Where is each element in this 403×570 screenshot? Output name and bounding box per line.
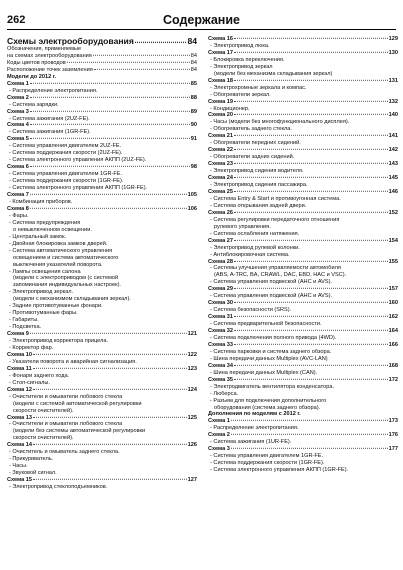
toc-entry-scheme (208, 363, 398, 370)
toc-subitem: - Противотуманные фары. (9, 310, 78, 317)
toc-entry-label: Схема 5 (7, 136, 29, 143)
dot-leader (231, 448, 388, 449)
toc-page-number: 84 (190, 59, 197, 66)
dot-leader (30, 138, 190, 139)
toc-subitem: - Стоп-сигналы. (9, 379, 50, 386)
toc-entry-label: Схема 19 (208, 98, 233, 105)
toc-subitem: - Электропривод сидения водителя. (210, 168, 304, 175)
toc-subitem: - Очистители и омыватели лобового стекла (9, 421, 123, 428)
toc-page-number: 122 (187, 351, 197, 358)
section-subheading: Дополнения по моделям с 2012 г. (208, 411, 301, 418)
toc-subitem: - Электропривод люка. (210, 42, 270, 49)
toc-subitem: - Система управления двигателем 2UZ-FE. (9, 143, 122, 150)
page-number: 262 (7, 14, 26, 26)
toc-subitem: - Система регулировки передаточного отношения (210, 216, 340, 223)
toc-entry-label: Схема 8 (7, 205, 29, 212)
page-title: Содержание (162, 13, 240, 27)
dot-leader (234, 365, 388, 366)
toc-entry-label: Схема 31 (208, 314, 233, 321)
toc-page-number: 105 (187, 192, 197, 199)
toc-page-number: 121 (187, 331, 197, 338)
dot-leader (234, 330, 388, 331)
toc-entry-label: Схема 6 (7, 164, 29, 171)
toc-entry (7, 36, 197, 46)
toc-entry-label: Схема 10 (7, 351, 32, 358)
toc-page-number: 126 (187, 442, 197, 449)
toc-entry-scheme (208, 112, 398, 119)
toc-entry-scheme (208, 50, 398, 57)
dot-leader (33, 479, 187, 480)
dot-leader (234, 344, 388, 345)
toc-entry-scheme (208, 314, 398, 321)
toc-entry-scheme (7, 442, 197, 449)
toc-subitem: - Лампы освещения салона (9, 268, 81, 275)
toc-entry (7, 67, 197, 74)
dot-leader (234, 191, 388, 192)
toc-entry-scheme (208, 161, 398, 168)
toc-entry-scheme (208, 328, 398, 335)
toc-subitem: - Электропривод рулевой колонки. (210, 244, 300, 251)
toc-entry-label: Схема 4 (7, 122, 29, 129)
toc-subitem: - Фары. (9, 212, 29, 219)
dot-leader (33, 368, 187, 369)
toc-entry-label: Схема 22 (208, 147, 233, 154)
toc-page-number: 141 (388, 133, 398, 140)
toc-subitem: - Кондиционер. (210, 105, 250, 112)
toc-page-number: 98 (190, 164, 197, 171)
toc-subitem: - Очистители и омыватели лобового стекла (9, 393, 123, 400)
toc-entry-scheme (7, 164, 197, 171)
toc-subitem-continued: (модели с механизмом складывания зеркал). (13, 296, 131, 303)
toc-subitem-continued: запоминания индивидуальных настроек). (13, 282, 121, 289)
toc-subitem: - Электропривод зеркал. (9, 289, 74, 296)
toc-column-left (7, 36, 197, 491)
toc-page-number: 142 (388, 147, 398, 154)
dot-leader (234, 212, 388, 213)
toc-entry-scheme (7, 331, 197, 338)
toc-entry-scheme (208, 259, 398, 266)
dot-leader (234, 114, 388, 115)
dot-leader (231, 420, 388, 421)
toc-page-number: 140 (388, 112, 398, 119)
toc-subitem: - Габариты. (9, 317, 39, 324)
toc-entry-scheme (208, 189, 398, 196)
toc-page-number: 84 (187, 36, 197, 46)
toc-subitem: - Система зажигания (1GR-FE). (9, 129, 91, 136)
toc-page-number: 173 (388, 418, 398, 425)
toc-page-number: 160 (388, 300, 398, 307)
toc-entry-label: Схема 27 (208, 237, 233, 244)
toc-subitem: - Обогреватели передних сидений. (210, 140, 301, 147)
toc-subitem: - Система электронного управления АКПП (1GR-FE). (210, 467, 349, 474)
toc-column-right (208, 36, 398, 474)
dot-leader (234, 379, 388, 380)
toc-subitem: - Электропривод стеклоподъемников. (9, 484, 108, 491)
toc-entry-label: Схема 16 (208, 36, 233, 42)
toc-page-number: 91 (190, 136, 197, 143)
toc-entry-scheme (208, 99, 398, 106)
dot-leader (234, 80, 388, 81)
toc-subitem: - Фонари заднего хода. (9, 372, 70, 379)
toc-page-number: 89 (190, 108, 197, 115)
dot-leader (234, 260, 388, 261)
dot-leader (234, 177, 388, 178)
toc-subitem: - Система предварительной безопасности. (210, 321, 322, 328)
toc-subitem-continued: освещением и система автоматического (13, 254, 119, 261)
toc-subitem: - Шина передачи данных Multiplex (CAN). (210, 369, 318, 376)
toc-subitem: - Люберса. (210, 390, 239, 397)
toc-page-number: 143 (388, 161, 398, 168)
toc-subitem: - Система электронного управления АКПП (1GR-FE). (9, 185, 148, 192)
toc-subitem: - Система управления двигателем 1GR-FE. (210, 453, 324, 460)
toc-subitem: - Блокировка переключения. (210, 56, 285, 63)
toc-subitem: - Электропривод зеркал (210, 63, 273, 70)
toc-entry-scheme (208, 300, 398, 307)
toc-entry-label: Схема 18 (208, 77, 233, 84)
toc-subitem: - Обогреватели задних сидений. (210, 154, 295, 161)
dot-leader (234, 239, 388, 240)
toc-entry-scheme (208, 210, 398, 217)
toc-subitem: - Системы улучшения управляемости автомобиля (210, 265, 341, 272)
toc-subitem: - Электропривод корректора прицела. (9, 338, 109, 345)
toc-subitem: - Очиститель и омыватель заднего стекла. (9, 449, 120, 456)
toc-subitem: - Звуковой сигнал. (9, 470, 57, 477)
toc-entry-scheme (208, 175, 398, 182)
toc-entry-scheme (7, 366, 197, 373)
dot-leader (33, 416, 187, 417)
toc-entry-scheme (208, 342, 398, 349)
toc-subitem-continued: рулевого управления. (214, 223, 271, 230)
toc-subitem-continued: (модели без системы автоматической регулировки (13, 428, 146, 435)
toc-subitem: - Шина передачи данных Multiplex (AVC-LAN) (210, 355, 328, 362)
toc-subitem: - Система поддержания скорости (1GR-FE). (210, 460, 325, 467)
dot-leader (30, 166, 190, 167)
toc-subitem-continued: (ABS, A-TRC, BA, CRAWL, DAC, EBD, HAC и VSC). (214, 272, 347, 279)
dot-leader (30, 333, 187, 334)
toc-entry-scheme (208, 147, 398, 154)
toc-subitem: - Система предупреждения (9, 219, 81, 226)
toc-entry-label: Схема 3 (208, 446, 230, 453)
toc-subitem: - Комбинация приборов. (9, 198, 73, 205)
dot-leader (234, 38, 388, 39)
toc-page-number: 176 (388, 432, 398, 439)
toc-subitem: - Система парковки и система заднего обзора. (210, 348, 332, 355)
toc-entry-label: Схема 9 (7, 331, 29, 338)
toc-page-number: 131 (388, 77, 398, 84)
toc-entry-scheme (208, 36, 398, 43)
toc-entry-scheme (208, 133, 398, 140)
section-subheading: Модели до 2012 г. (7, 73, 57, 80)
toc-entry-scheme (7, 206, 197, 213)
toc-page-number: 84 (190, 52, 197, 59)
toc-subitem: - Система Entry & Start и противоугонная система. (210, 195, 341, 202)
toc-subitem: - Часы (модели без многофункционального дисплея). (210, 119, 350, 126)
toc-entry-label: Схема 29 (208, 286, 233, 293)
dot-leader (234, 163, 388, 164)
toc-entry-label: Схема 1 (7, 80, 29, 87)
toc-subitem: - Двойная блокировка замков дверей. (9, 240, 108, 247)
toc-subitem: - Распределение электропитания. (210, 425, 299, 432)
toc-page-number: 90 (190, 122, 197, 129)
toc-subitem: - Система автоматического управления (9, 247, 113, 254)
toc-subitem-continued: выключения указателей поворота. (13, 261, 103, 268)
dot-leader (93, 55, 190, 56)
toc-entry-scheme (7, 477, 197, 484)
dot-leader (231, 434, 388, 435)
toc-subitem: - Корректор фар. (9, 344, 54, 351)
dot-leader (234, 288, 388, 289)
toc-subitem: - Распределение электропитания. (9, 87, 98, 94)
toc-subitem: - Подсветка. (9, 324, 42, 331)
toc-entry-label: Схема 21 (208, 133, 233, 140)
toc-text: Обозначения, применяемые (7, 46, 82, 52)
toc-entry (7, 53, 197, 60)
toc-subitem: - Система ослабления натяжения. (210, 230, 300, 237)
toc-entry (7, 60, 197, 67)
toc-subitem: - Часы. (9, 463, 28, 470)
toc-entry-scheme (208, 418, 398, 425)
toc-entry-label: Схема 35 (208, 376, 233, 383)
toc-page-number: 130 (388, 49, 398, 56)
dot-leader (33, 389, 187, 390)
toc-entry-scheme (7, 192, 197, 199)
dot-leader (33, 444, 187, 445)
toc-entry-scheme (7, 81, 197, 88)
toc-entry-label: Схемы электрооборудования (7, 36, 134, 46)
toc-subitem-continued: о невыключенном освещении. (13, 226, 92, 233)
toc-page-number: 88 (190, 94, 197, 101)
toc-entry-scheme (7, 352, 197, 359)
toc-entry-label: Схема 25 (208, 188, 233, 195)
toc-subitem: - Система электронного управления АКПП (2UZ-FE). (9, 157, 147, 164)
dot-leader (67, 62, 190, 63)
toc-page-number: 177 (388, 446, 398, 453)
toc-entry-label: Схема 12 (7, 386, 32, 393)
toc-entry-label: Схема 1 (208, 418, 230, 425)
toc-entry-scheme (7, 95, 197, 102)
toc-subitem: - Электропривод сидения пассажира. (210, 182, 308, 189)
toc-subitem: - Антиблокировочная система. (210, 251, 290, 258)
toc-subitem: - Система подключения полного привода (4WD). (210, 334, 337, 341)
toc-subitem-continued: (модели с электроприводом (с системой (13, 275, 119, 282)
toc-entry-label: Схема 11 (7, 365, 32, 372)
toc-page-number: 155 (388, 258, 398, 265)
toc-page-number: 172 (388, 376, 398, 383)
toc-entry-label: Схема 24 (208, 175, 233, 182)
toc-page-number: 154 (388, 237, 398, 244)
toc-subitem: - Система управления двигателем 1GR-FE. (9, 171, 123, 178)
toc-entry-label: Схема 26 (208, 209, 233, 216)
toc-page-number: 162 (388, 314, 398, 321)
toc-subitem: - Система зажигания (1UR-FE). (210, 439, 292, 446)
toc-subitem-continued: скорости очистителей). (13, 407, 74, 414)
toc-entry-label: Схема 23 (208, 161, 233, 168)
toc-entry-label: Схема 28 (208, 258, 233, 265)
dot-leader (33, 354, 187, 355)
toc-entry-label: Схема 7 (7, 192, 29, 199)
toc-entry-label: Схема 3 (7, 108, 29, 115)
toc-entry-scheme (7, 136, 197, 143)
toc-entry-scheme (208, 377, 398, 384)
dot-leader (30, 124, 190, 125)
toc-subitem: - Система открывания задней двери. (210, 202, 307, 209)
toc-page-number: 145 (388, 175, 398, 182)
toc-entry-label: Схема 14 (7, 442, 32, 449)
toc-entry-label: Схема 20 (208, 112, 233, 119)
dot-leader (234, 302, 388, 303)
toc-subitem: - Система безопасности (SRS). (210, 307, 292, 314)
toc-subitem: - Обогреватели зеркал. (210, 91, 271, 98)
dot-leader (234, 149, 388, 150)
toc-page-number: 129 (388, 36, 398, 42)
toc-entry-label: Схема 30 (208, 300, 233, 307)
dot-leader (30, 208, 187, 209)
toc-entry-label: Схема 32 (208, 328, 233, 335)
toc-entry-label: на схемах электрооборудования (7, 52, 92, 59)
toc-entry-scheme (7, 109, 197, 116)
toc-entry-scheme (208, 286, 398, 293)
toc-page-number: 127 (187, 477, 197, 484)
toc-subitem-continued: (модели с системой автоматической регулировки (13, 400, 142, 407)
toc-subitem: - Разъем для подключения дополнительного (210, 397, 327, 404)
toc-entry-label: Схема 17 (208, 49, 233, 56)
toc-subitem: - Центральный замок. (9, 233, 67, 240)
toc-page-number: 164 (388, 328, 398, 335)
toc-subitem-continued: (модели без механизма складывания зеркал) (214, 70, 333, 77)
toc-subitem: - Система управления подвеской (AHC и AVS). (210, 279, 333, 286)
dot-leader (234, 100, 388, 101)
toc-page-number: 168 (388, 362, 398, 369)
toc-entry-label: Схема 34 (208, 362, 233, 369)
dot-leader (135, 42, 187, 43)
dot-leader (30, 110, 190, 111)
toc-entry-label: Схема 13 (7, 414, 32, 421)
toc-entry-scheme (7, 122, 197, 129)
toc-subitem-continued: оборудования (система заднего обзора). (214, 404, 321, 411)
toc-subitem: - Указатели поворота и аварийная сигнализация. (9, 358, 137, 365)
toc-subitem-continued: скорости очистителей). (13, 435, 74, 442)
toc-entry-scheme (208, 238, 398, 245)
toc-subitem: - Задние противотуманные фонари. (9, 303, 103, 310)
dot-leader (234, 52, 388, 53)
toc-entry-scheme (208, 432, 398, 439)
toc-entry-label: Расположение точек заземления (7, 66, 93, 73)
toc-subitem: - Система управления подвеской (AHC и AVS). (210, 293, 333, 300)
toc-subitem: - Система зарядки. (9, 101, 59, 108)
dot-leader (234, 316, 388, 317)
page-header (7, 13, 396, 30)
toc-page-number: 146 (388, 188, 398, 195)
dot-leader (30, 194, 187, 195)
toc-subitem: - Прикуриватель. (9, 456, 54, 463)
toc-entry-scheme (208, 446, 398, 453)
toc-subitem: - Обогреватель заднего стекла. (210, 126, 292, 133)
dot-leader (234, 135, 388, 136)
toc-entry-scheme (7, 387, 197, 394)
toc-subitem: - Электродвигатель вентилятора конденсатора. (210, 383, 335, 390)
toc-entry-scheme (7, 415, 197, 422)
toc-page-number: 123 (187, 365, 197, 372)
toc-subitem: - Система поддержания скорости (2UZ-FE). (9, 150, 123, 157)
toc-entry-label: Коды цветов проводов (7, 59, 66, 66)
dot-leader (30, 96, 190, 97)
toc-entry-label: Схема 15 (7, 477, 32, 484)
toc-page-number: 152 (388, 209, 398, 216)
toc-page-number: 125 (187, 414, 197, 421)
toc-entry-label: Схема 33 (208, 341, 233, 348)
toc-page-number: 124 (187, 386, 197, 393)
toc-entry-label: Схема 2 (208, 432, 230, 439)
toc-page-number: 166 (388, 341, 398, 348)
toc-page-number: 106 (187, 205, 197, 212)
toc-entry-label: Схема 2 (7, 94, 29, 101)
toc-subitem: - Электрохромные зеркала и компас. (210, 84, 307, 91)
toc-page-number: 157 (388, 286, 398, 293)
toc-subitem: - Система зажигания (2UZ-FE). (9, 115, 90, 122)
toc-subitem: - Система поддержания скорости (1GR-FE). (9, 178, 124, 185)
toc-page-number: 85 (190, 80, 197, 87)
dot-leader (94, 69, 190, 70)
dot-leader (30, 83, 190, 84)
toc-entry-scheme (208, 78, 398, 85)
toc-page-number: 132 (388, 98, 398, 105)
toc-page-number: 84 (190, 66, 197, 73)
